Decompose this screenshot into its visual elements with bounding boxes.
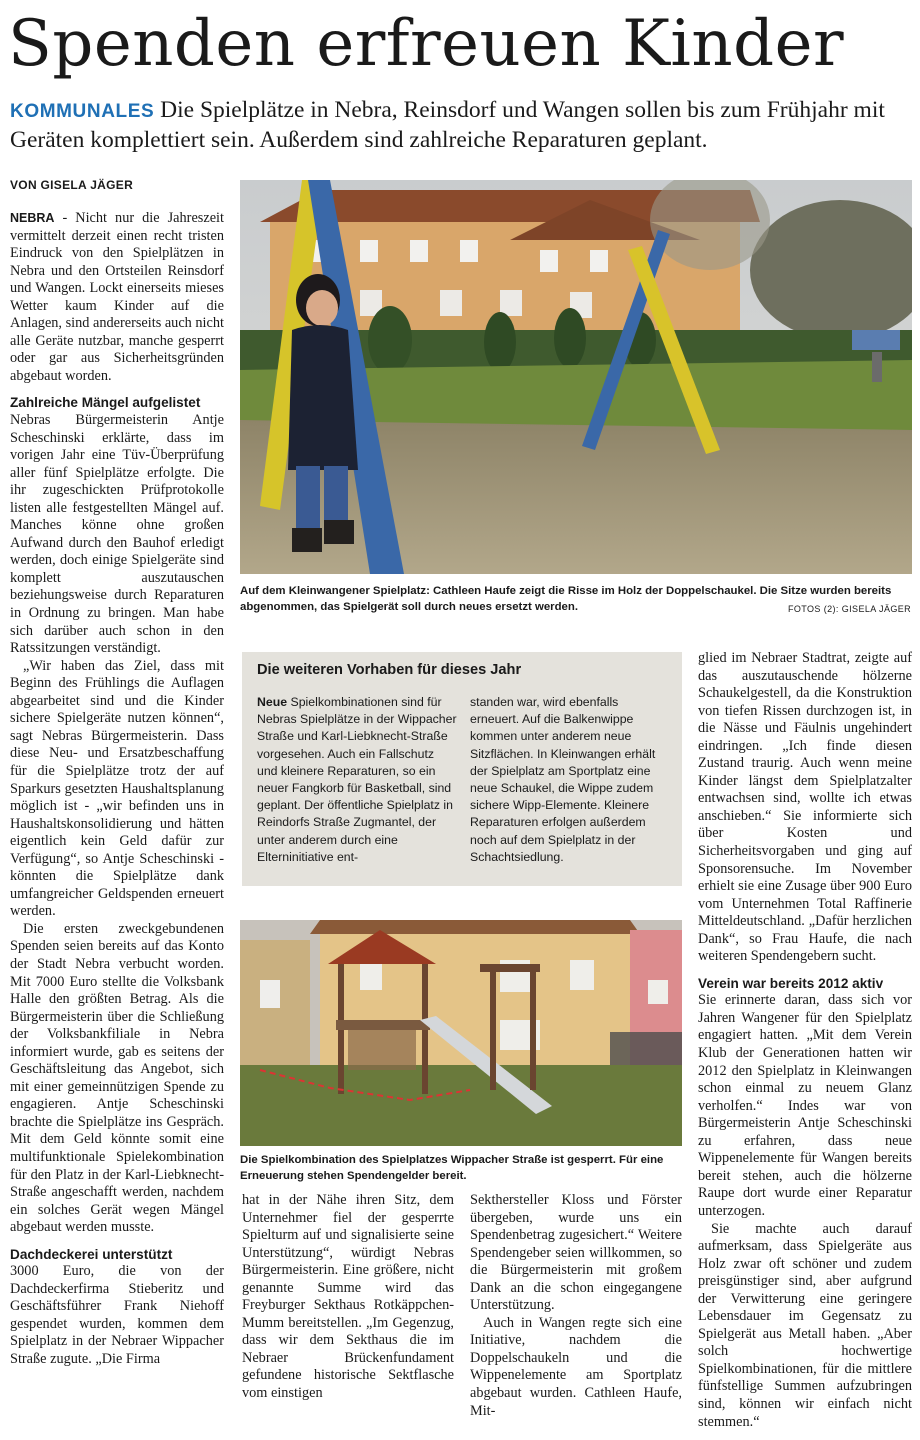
playground-photo-graphic: [240, 920, 682, 1146]
paragraph: Sie erinnerte daran, dass sich vor Jahren Wangener für den Spielplatz engagiert hatten. „Mit dem Verein Klub der Generationen hatten wir 2012 den Spielplatz in Kleinwangen schon einmal zu neuem Glanz verholfen.“ Indes war von Bürgermeisterin Antje Scheschinski zu erfahren, dass neue Wippenelemente für Wangen bereits bereit stehen, auch die hölzerne Raupe dort wurde einer Reparatur unterzogen.: [698, 992, 912, 1219]
info-box-title: Die weiteren Vorhaben für dieses Jahr: [257, 662, 522, 678]
photo-caption: Die Spielkombination des Spielplatzes Wippacher Straße ist gesperrt. Für eine Erneuerung stehen Spendengelder bereit.: [240, 1154, 664, 1182]
paragraph: Die ersten zweckgebundenen Spenden seien bereits auf das Konto der Stadt Nebra verbucht worden. Mit 7000 Euro stellte die Volksbank Halle den größten Betrag. Als die Bürgermeisterin über die Schließung der Volksbankfiliale in Nebra informiert wurde, gab es seitens der Geschäftsleitung das Angebot, sich mit einer gemeinnützigen Spende zu engagieren. Antje Scheschinski brachte die Spielplätze ins Gespräch. Mit dem Geld könnte somit eine multifunktionale Spielekombination für den Platz in der Karl-Liebknecht-Straße angeschafft werden, nachdem ein solches Gerät wegen Mängel abgebaut werden musste.: [10, 920, 224, 1236]
subheading: Zahlreiche Mängel aufgelistet: [10, 395, 201, 411]
column-4: [698, 650, 912, 1431]
paragraph: Auch in Wangen regte sich eine Initiative, nachdem die Doppelschaukeln und die Wippenelemente am Sportplatz abgebaut wurden. Cathleen Haufe, Mit-: [470, 1314, 682, 1419]
paragraph: Nebras Bürgermeisterin Antje Scheschinski erklärte, dass im vorigen Jahr eine Tüv-Überprüfung aller fünf Spielplätze erfolgte. Die ihr zugeschickten Prüfprotokolle listen alle festgestellten Mängel auf. Manches könne ohne großen Aufwand durch den Bauhof erledigt werden, doch einige Spielgeräte sind komplett auszutauschen beziehungsweise durch Reparaturen in Ordnung zu bringen. Man habe sich darüber auch schon in den Ratssitzungen verständigt.: [10, 412, 224, 657]
paragraph: 3000 Euro, die von der Dachdeckerfirma Stieberitz und Geschäftsführer Frank Niehoff gespendet wurden, kommen dem Spielplatz in der Nebraer Wippacher Straße zugute. „Die Firma: [10, 1263, 224, 1367]
info-box-right: standen war, wird ebenfalls erneuert. Auf die Balkenwippe kommen unter anderem neue Sitzflächen. In Kleinwangen erhält der Spielplatz am Sportplatz eine neue Schaukel, die Wippe zudem sichere Wipp-Elemente. Kleinere Reparaturen erfolgen außerdem noch auf dem Spielplatz in der Schachtsiedlung.: [470, 695, 656, 864]
byline: VON GISELA JÄGER: [10, 178, 134, 192]
swing-photo-graphic: [240, 180, 912, 574]
deck: [10, 96, 912, 154]
info-box-lead: Neue: [257, 695, 288, 709]
paragraph: „Wir haben das Ziel, dass mit Beginn des Frühlings die Auflagen abgearbeitet sind und die Kinder sichere Spielgeräte nutzen können“, sagt Nebras Bürgermeisterin. Dass diese Neu- und Ersatzbeschaffung für die Spielplätze trotz der auf Sparkurs gesetzten Haushaltsplanung möglich ist - „wir befinden uns in Haushaltskonsolidierung und hätten eigentlich kein Geld dafür zur Verfügung“, so Antje Scheschinski - könnten die Spielplätze dank umfangreicher Geldspenden erneuert werden.: [10, 657, 224, 920]
paragraph: NEBRA - Nicht nur die Jahreszeit vermittelt derzeit einen recht tristen Eindruck von den Spielplätzen in Nebra und den Ortsteilen Reinsdorf und Wangen. Lockt einerseits mieses Wetter kaum Kinder auf die Anlagen, sind andererseits auch nicht alle Geräte nutzbar, manche gesperrt oder gar aus Sicherheitsgründen abgebaut worden.: [10, 210, 224, 384]
photo-swing: [240, 180, 912, 574]
info-box: [242, 652, 682, 886]
headline: Spenden erfreuen Kinder: [8, 7, 845, 81]
subheading: Verein war bereits 2012 aktiv: [698, 975, 884, 991]
paragraph: glied im Nebraer Stadtrat, zeigte auf das auszutauschende hölzerne Schaukelgestell, da die Konstruktion von tiefen Rissen durchzogen ist, in die Nässe und Fäulnis ungehindert eindringen. „Ich finde diesen Zustand traurig. Auch wenn meine Kinder längst dem Spielplatzalter entwachsen sind, wollte ich etwas anschieben.“ Sie informierte sich über Kosten und Sicherheitsvorgaben und ging auf Sponsorensuche. Im November erhielt sie eine Zusage über 900 Euro vom Unternehmen Total Raffinerie Mitteldeutschland. „Dafür herzlichen Dank“, so Frau Haufe, die nach weiteren Spendengebern sucht.: [698, 650, 912, 965]
deck-text: Die Spielplätze in Nebra, Reinsdorf und Wangen sollen bis zum Frühjahr mit Geräten komplettiert sein. Außerdem sind zahlreiche Reparaturen geplant.: [10, 97, 885, 153]
paragraph: Sekthersteller Kloss und Förster übergeben, wurde uns ein Spendenbetrag zugesichert.“ Weitere Spendengeber seien willkommen, so die Bürgermeisterin mit großem Dank an die schon eingegangene Unterstützung.: [470, 1192, 682, 1314]
column-3: [470, 1192, 682, 1420]
subheading: Dachdeckerei unterstützt: [10, 1246, 173, 1262]
photo-playground: [240, 920, 682, 1146]
column-2: [242, 1192, 454, 1403]
info-box-left: Neue Spielkombinationen sind für Nebras Spielplätze in der Wippacher Straße und Karl-Liebknecht-Straße vorgesehen. Auch ein Fallschutz und kleinere Reparaturen, so ein neuer Fangkorb für Basketball, sind geplant. Der öffentliche Spielplatz in Reindorfs Straße Zugmantel, der unter anderem durch eine Elterninitiative ent-: [257, 695, 457, 864]
paragraph: Sie machte auch darauf aufmerksam, dass Spielgeräte aus Holz zwar oft schöner und zudem preisgünstiger sind, aber aufgrund der Verwitterung eine geringere Lebensdauer im Gegensatz zu Spielgerät aus Metall haben. „Aber solch hochwertige Spielkombinationen, für die mittlere fünfstellige Summen aufzubringen sind, können wir einfach nicht stemmen.“: [698, 1220, 912, 1430]
photo-credit: FOTOS (2): GISELA JÄGER: [788, 604, 912, 614]
kicker: KOMMUNALES: [10, 101, 155, 122]
paragraph: hat in der Nähe ihren Sitz, dem Unternehmer fiel der gesperrte Spielturm auf und signalisierte seine Unterstützung“, würdigt Nebras Bürgermeisterin. Eine größere, nicht genannte Summe wird das Freyburger Sekthaus Rotkäppchen-Mumm bereitstellen. „Im Gegenzug, dass wir dem Sekthaus die im Nebraer Brückenfundament gefundene historische Sektflasche vom einstigen: [242, 1192, 454, 1402]
dateline: NEBRA: [10, 211, 55, 225]
photo-caption: Auf dem Kleinwangener Spielplatz: Cathleen Haufe zeigt die Risse im Holz der Doppelschaukel. Die Sitze wurden bereits abgenommen, das Spielgerät soll durch neues ersetzt werden.: [240, 585, 892, 613]
column-1: [10, 210, 224, 1369]
